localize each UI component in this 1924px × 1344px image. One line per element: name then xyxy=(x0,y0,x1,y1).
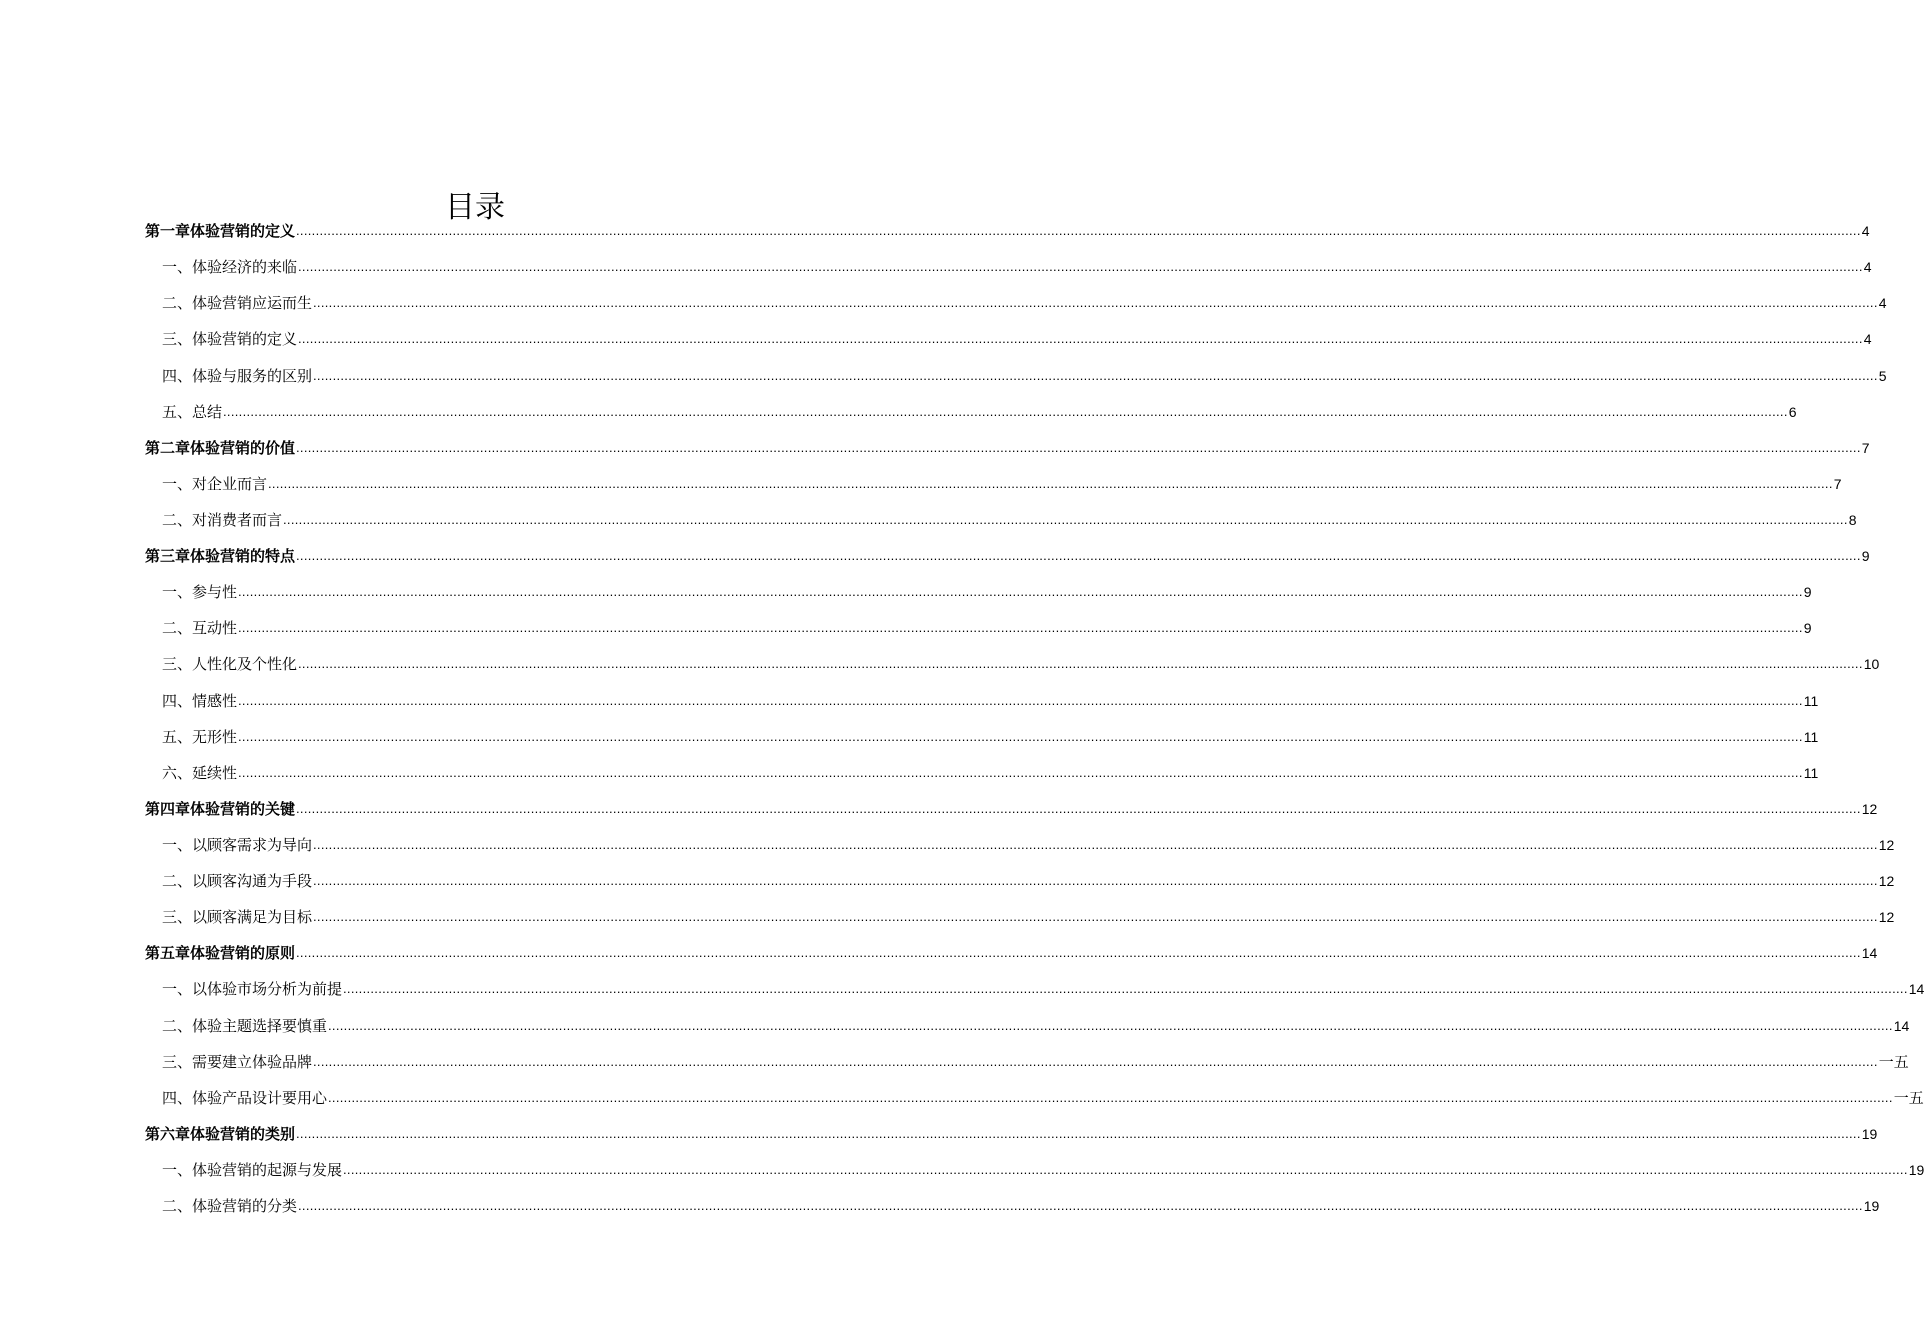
toc-page-number: 19 xyxy=(1908,1161,1924,1178)
toc-page-number: 12 xyxy=(1878,873,1895,890)
toc-page-number: 4 xyxy=(1861,223,1870,240)
toc-entry-label: 三、需要建立体验品牌 xyxy=(162,1052,313,1071)
toc-entry-label: 一、对企业而言 xyxy=(162,474,268,493)
toc-section-entry[interactable] xyxy=(145,574,1812,610)
toc-entry-label: 第五章体验营销的原则 xyxy=(145,944,296,963)
toc-entry-label: 五、无形性 xyxy=(162,727,238,746)
toc-section-entry[interactable] xyxy=(145,1188,1880,1224)
toc-entry-label: 第二章体验营销的价值 xyxy=(145,438,296,457)
toc-page-number: 14 xyxy=(1861,945,1878,962)
dot-leader: ................................................................................................................................................................................................................................................................................................................................................................................................................ xyxy=(238,692,1803,708)
toc-page-number: 9 xyxy=(1803,620,1812,637)
toc-entry-label: 第一章体验营销的定义 xyxy=(145,222,296,241)
toc-page-number: 一五 xyxy=(1878,1052,1909,1071)
dot-leader: ................................................................................................................................................................................................................................................................................................................................................................................................................ xyxy=(343,981,1908,997)
toc-section-entry[interactable] xyxy=(145,357,1887,393)
toc-section-entry[interactable] xyxy=(145,863,1895,899)
toc-section-entry[interactable] xyxy=(145,719,1819,755)
toc-page-number: 14 xyxy=(1908,981,1924,998)
toc-page-number: 12 xyxy=(1878,909,1895,926)
toc-entry-label: 三、体验营销的定义 xyxy=(162,330,298,349)
toc-section-entry[interactable] xyxy=(145,1007,1910,1043)
toc-chapter-entry[interactable] xyxy=(145,430,1870,466)
toc-page-number: 7 xyxy=(1861,439,1870,456)
toc-section-entry[interactable] xyxy=(145,1080,1924,1116)
toc-entry-label: 三、以顾客满足为目标 xyxy=(162,908,313,927)
toc-page-number: 14 xyxy=(1893,1017,1910,1034)
toc-section-entry[interactable] xyxy=(145,755,1819,791)
toc-entry-label: 二、体验营销的分类 xyxy=(162,1197,298,1216)
dot-leader: ................................................................................................................................................................................................................................................................................................................................................................................................................ xyxy=(328,1017,1893,1033)
toc-section-entry[interactable] xyxy=(145,682,1819,718)
toc-page-number: 12 xyxy=(1878,836,1895,853)
toc-entry-label: 第六章体验营销的类别 xyxy=(145,1124,296,1143)
toc-entry-label: 三、人性化及个性化 xyxy=(162,655,298,674)
dot-leader: ................................................................................................................................................................................................................................................................................................................................................................................................................ xyxy=(298,259,1863,275)
dot-leader: ................................................................................................................................................................................................................................................................................................................................................................................................................ xyxy=(313,367,1878,383)
dot-leader: ................................................................................................................................................................................................................................................................................................................................................................................................................ xyxy=(238,764,1803,780)
page-title: 目录 xyxy=(445,190,505,226)
toc-section-entry[interactable] xyxy=(145,502,1857,538)
toc-entry-label: 一、以顾客需求为导向 xyxy=(162,835,313,854)
toc-section-entry[interactable] xyxy=(145,466,1842,502)
toc-page-number: 12 xyxy=(1861,800,1878,817)
toc-page-number: 4 xyxy=(1863,331,1872,348)
toc-page-number: 5 xyxy=(1878,367,1887,384)
dot-leader: ................................................................................................................................................................................................................................................................................................................................................................................................................ xyxy=(268,475,1833,491)
toc-entry-label: 一、以体验市场分析为前提 xyxy=(162,980,343,999)
toc-page-number: 11 xyxy=(1803,692,1819,709)
toc-section-entry[interactable] xyxy=(145,285,1887,321)
toc-page-number: 6 xyxy=(1788,403,1797,420)
table-of-contents xyxy=(145,213,1924,1224)
toc-section-entry[interactable] xyxy=(145,1044,1909,1080)
toc-page-number: 9 xyxy=(1861,548,1870,565)
toc-section-entry[interactable] xyxy=(145,610,1812,646)
toc-entry-label: 四、情感性 xyxy=(162,691,238,710)
dot-leader: ................................................................................................................................................................................................................................................................................................................................................................................................................ xyxy=(238,584,1803,600)
toc-section-entry[interactable] xyxy=(145,1152,1924,1188)
toc-entry-label: 二、体验营销应运而生 xyxy=(162,294,313,313)
dot-leader: ................................................................................................................................................................................................................................................................................................................................................................................................................ xyxy=(298,656,1863,672)
dot-leader: ................................................................................................................................................................................................................................................................................................................................................................................................................ xyxy=(298,331,1863,347)
toc-page-number: 4 xyxy=(1878,295,1887,312)
toc-section-entry[interactable] xyxy=(145,646,1880,682)
dot-leader: ................................................................................................................................................................................................................................................................................................................................................................................................................ xyxy=(313,873,1878,889)
toc-section-entry[interactable] xyxy=(145,827,1895,863)
toc-chapter-entry[interactable] xyxy=(145,791,1878,827)
toc-page-number: 10 xyxy=(1863,656,1880,673)
dot-leader: ................................................................................................................................................................................................................................................................................................................................................................................................................ xyxy=(223,403,1788,419)
toc-entry-label: 第三章体验营销的特点 xyxy=(145,547,296,566)
dot-leader: ................................................................................................................................................................................................................................................................................................................................................................................................................ xyxy=(313,909,1878,925)
toc-page-number: 19 xyxy=(1861,1125,1878,1142)
toc-section-entry[interactable] xyxy=(145,394,1797,430)
toc-page-number: 7 xyxy=(1833,475,1842,492)
toc-section-entry[interactable] xyxy=(145,249,1872,285)
toc-entry-label: 二、互动性 xyxy=(162,619,238,638)
dot-leader: ................................................................................................................................................................................................................................................................................................................................................................................................................ xyxy=(313,1053,1878,1069)
toc-entry-label: 一、参与性 xyxy=(162,583,238,602)
toc-page-number: 一五 xyxy=(1893,1088,1924,1107)
toc-entry-label: 五、总结 xyxy=(162,402,223,421)
toc-entry-label: 六、延续性 xyxy=(162,763,238,782)
dot-leader: ................................................................................................................................................................................................................................................................................................................................................................................................................ xyxy=(296,439,1861,455)
toc-section-entry[interactable] xyxy=(145,899,1895,935)
toc-page-number: 11 xyxy=(1803,728,1819,745)
dot-leader: ................................................................................................................................................................................................................................................................................................................................................................................................................ xyxy=(313,295,1878,311)
dot-leader: ................................................................................................................................................................................................................................................................................................................................................................................................................ xyxy=(296,1125,1861,1141)
dot-leader: ................................................................................................................................................................................................................................................................................................................................................................................................................ xyxy=(283,511,1848,527)
dot-leader: ................................................................................................................................................................................................................................................................................................................................................................................................................ xyxy=(238,728,1803,744)
toc-entry-label: 二、以顾客沟通为手段 xyxy=(162,872,313,891)
toc-page-number: 9 xyxy=(1803,584,1812,601)
toc-page-number: 4 xyxy=(1863,259,1872,276)
dot-leader: ................................................................................................................................................................................................................................................................................................................................................................................................................ xyxy=(343,1161,1908,1177)
dot-leader: ................................................................................................................................................................................................................................................................................................................................................................................................................ xyxy=(328,1089,1893,1105)
dot-leader: ................................................................................................................................................................................................................................................................................................................................................................................................................ xyxy=(296,223,1861,239)
dot-leader: ................................................................................................................................................................................................................................................................................................................................................................................................................ xyxy=(298,1198,1863,1214)
toc-entry-label: 二、对消费者而言 xyxy=(162,510,283,529)
toc-section-entry[interactable] xyxy=(145,321,1872,357)
toc-chapter-entry[interactable] xyxy=(145,1116,1878,1152)
toc-section-entry[interactable] xyxy=(145,971,1924,1007)
toc-chapter-entry[interactable] xyxy=(145,538,1870,574)
toc-entry-label: 一、体验经济的来临 xyxy=(162,258,298,277)
toc-entry-label: 四、体验与服务的区别 xyxy=(162,366,313,385)
toc-chapter-entry[interactable] xyxy=(145,213,1870,249)
toc-entry-label: 二、体验主题选择要慎重 xyxy=(162,1016,328,1035)
toc-entry-label: 四、体验产品设计要用心 xyxy=(162,1088,328,1107)
toc-page-number: 19 xyxy=(1863,1198,1880,1215)
toc-page-number: 8 xyxy=(1848,511,1857,528)
toc-chapter-entry[interactable] xyxy=(145,935,1878,971)
toc-entry-label: 第四章体验营销的关键 xyxy=(145,799,296,818)
toc-entry-label: 一、体验营销的起源与发展 xyxy=(162,1160,343,1179)
dot-leader: ................................................................................................................................................................................................................................................................................................................................................................................................................ xyxy=(296,800,1861,816)
dot-leader: ................................................................................................................................................................................................................................................................................................................................................................................................................ xyxy=(313,836,1878,852)
dot-leader: ................................................................................................................................................................................................................................................................................................................................................................................................................ xyxy=(238,620,1803,636)
toc-page-number: 11 xyxy=(1803,764,1819,781)
dot-leader: ................................................................................................................................................................................................................................................................................................................................................................................................................ xyxy=(296,945,1861,961)
dot-leader: ................................................................................................................................................................................................................................................................................................................................................................................................................ xyxy=(296,548,1861,564)
